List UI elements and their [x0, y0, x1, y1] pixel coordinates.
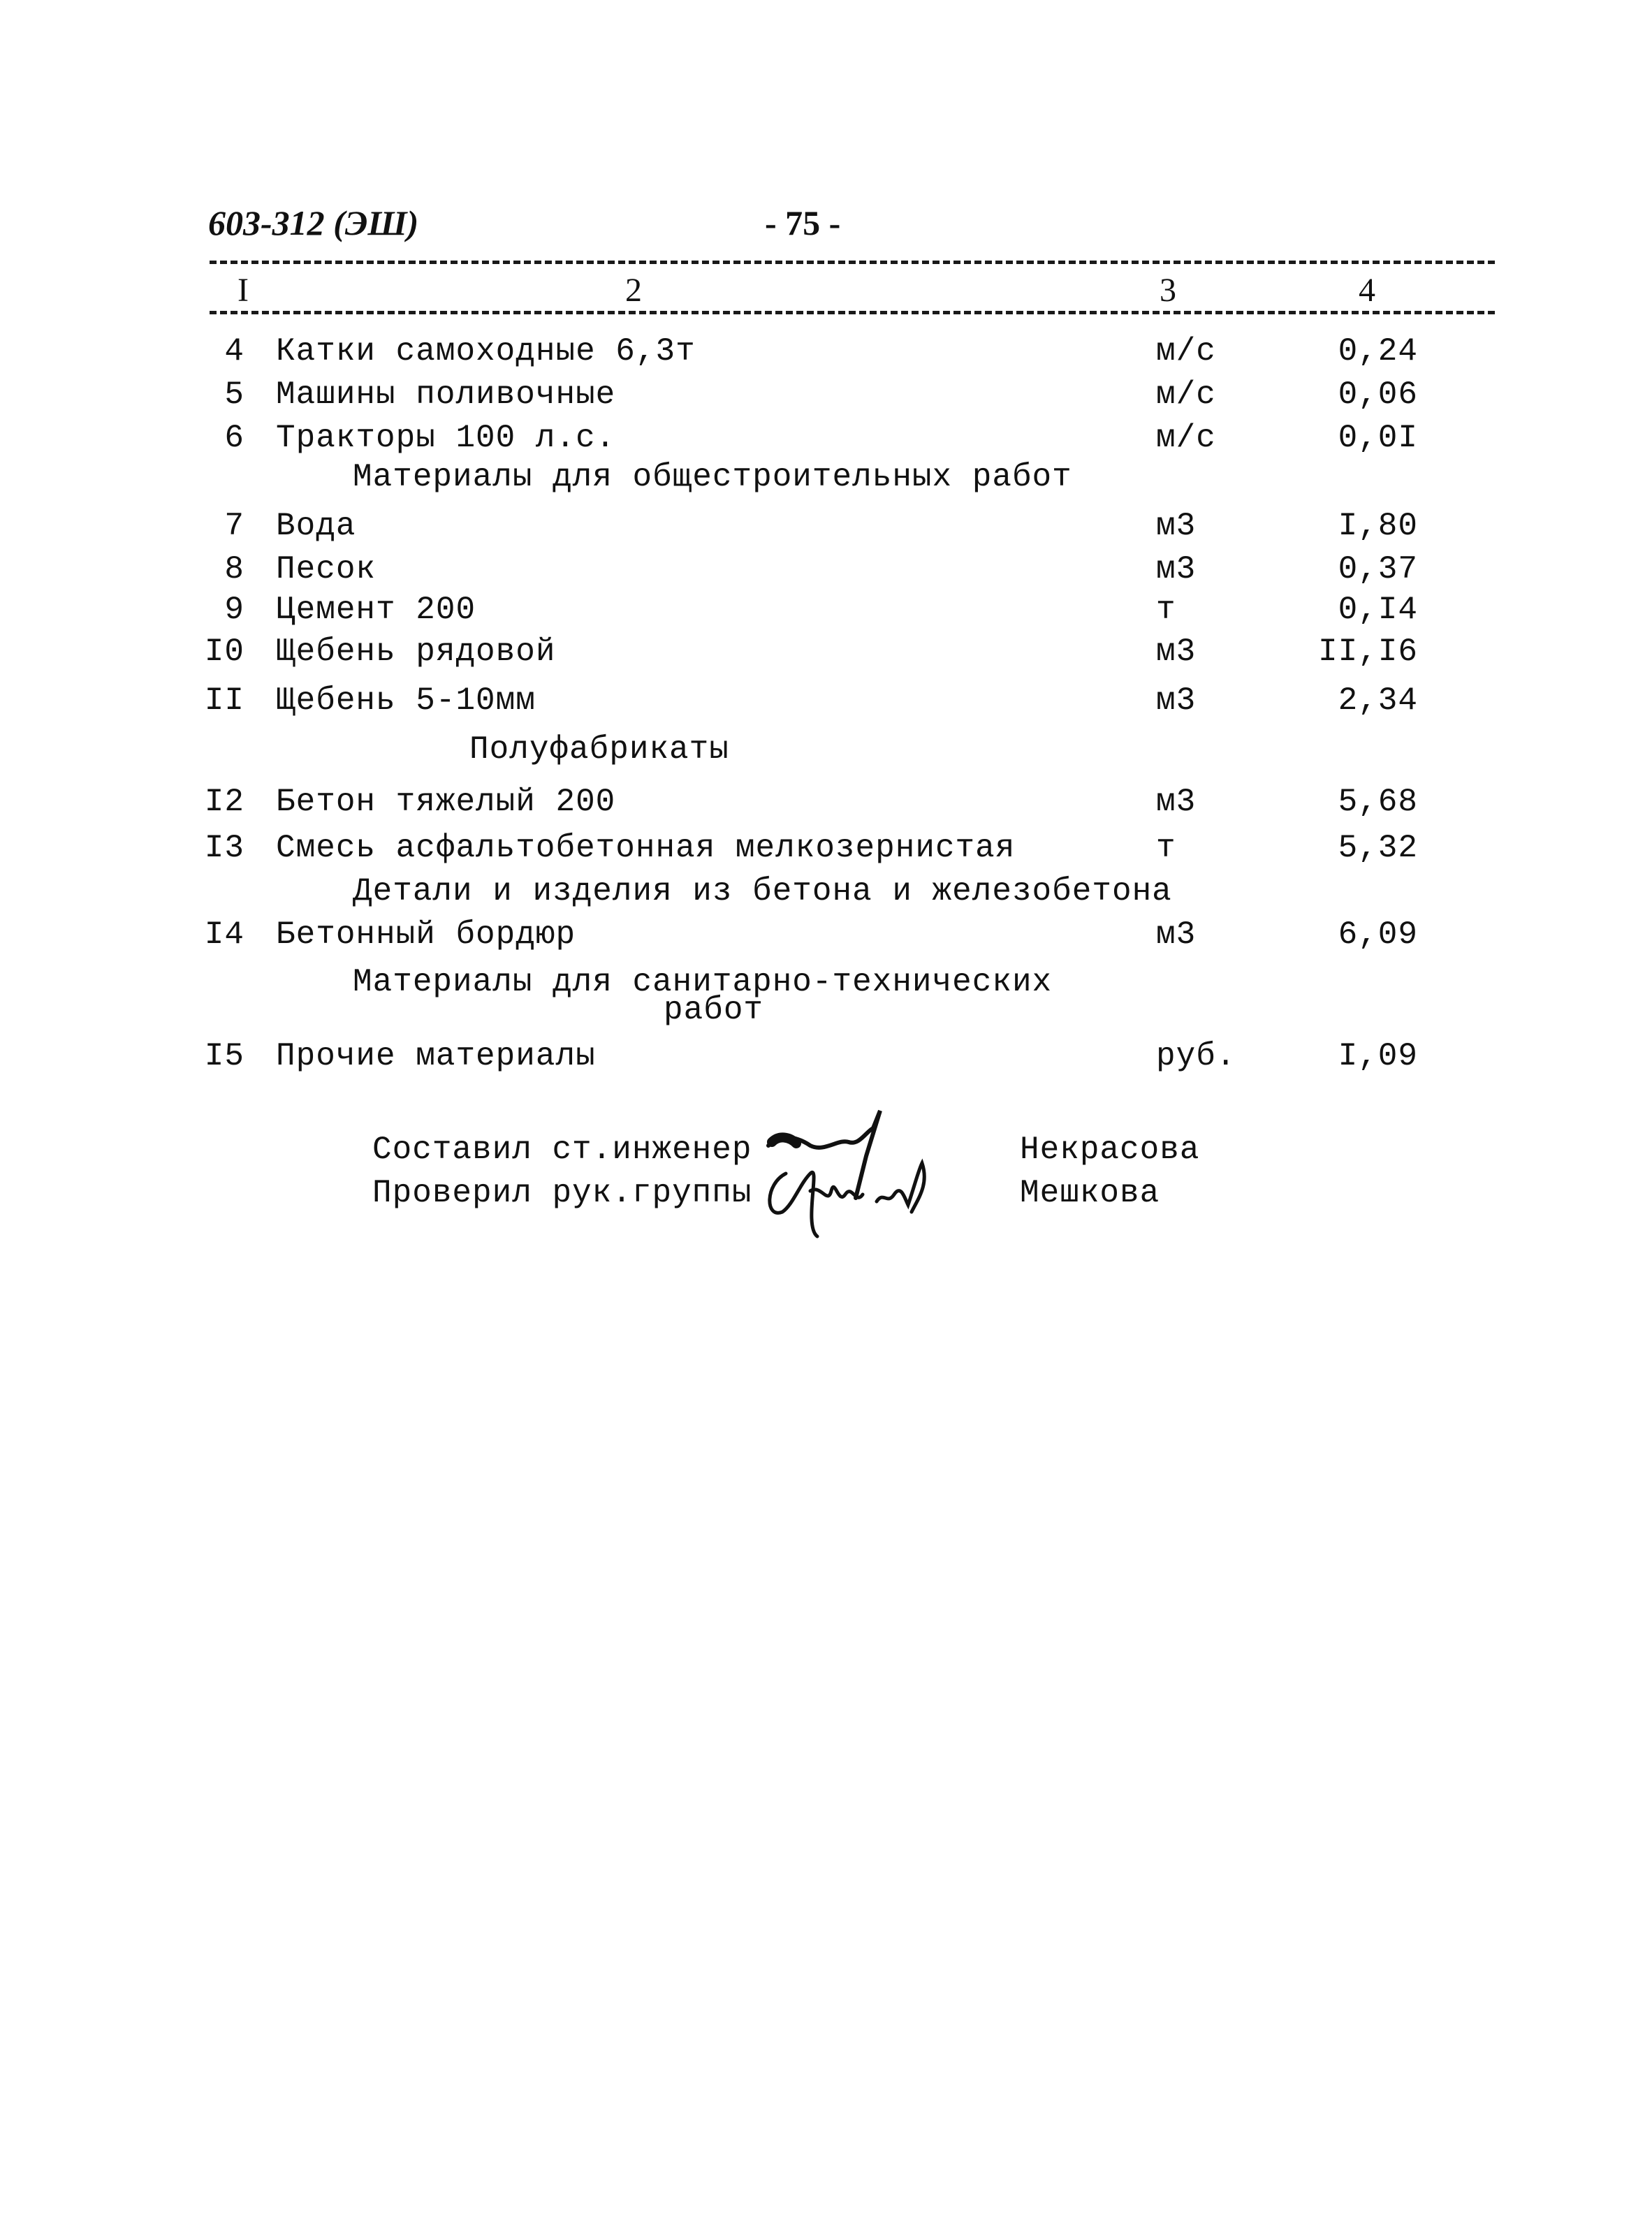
row-name: Бетон тяжелый 200 [276, 784, 616, 820]
row-name: Смесь асфальтобетонная мелкозернистая [276, 830, 1016, 866]
row-number: 9 [224, 592, 244, 628]
row-unit: т [1156, 830, 1176, 866]
row-name: Цемент 200 [276, 592, 476, 628]
row-number: 5 [224, 377, 244, 413]
row-number: I0 [204, 634, 244, 670]
row-name: Прочие материалы [276, 1038, 596, 1074]
compiled-by-label: Составил ст.инженер [372, 1132, 752, 1168]
row-name: Машины поливочные [276, 377, 616, 413]
checked-by-label: Проверил рук.группы [372, 1175, 752, 1211]
row-number: I3 [204, 830, 244, 866]
compiled-by-name: Некрасова [1020, 1132, 1200, 1168]
row-unit: м3 [1156, 634, 1197, 670]
row-name: Катки самоходные 6,3т [276, 333, 696, 370]
row-value: 0,06 [1338, 377, 1418, 413]
row-number: I2 [204, 784, 244, 820]
row-value: 0,37 [1338, 551, 1418, 587]
row-name: Бетонный бордюр [276, 916, 576, 953]
row-unit: м3 [1156, 682, 1197, 719]
row-unit: руб. [1156, 1038, 1236, 1074]
row-value: 5,68 [1338, 784, 1418, 820]
row-number: 7 [224, 508, 244, 544]
section-heading: Материалы для общестроительных работ [353, 459, 1072, 495]
document-code: 603-312 (ЭШ) [208, 203, 419, 242]
row-unit: м/с [1156, 377, 1216, 413]
row-name: Тракторы 100 л.с. [276, 420, 616, 456]
section-heading: Полуфабрикаты [469, 731, 729, 768]
row-name: Щебень рядовой [276, 634, 556, 670]
row-value: II,I6 [1317, 634, 1418, 670]
row-value: 0,I4 [1338, 592, 1418, 628]
column-header-2: 2 [625, 272, 642, 309]
row-number: I5 [204, 1038, 244, 1074]
row-number: 4 [224, 333, 244, 370]
row-number: I4 [204, 916, 244, 953]
section-heading: Материалы для санитарно-технических [353, 964, 1053, 1000]
row-unit: м3 [1156, 508, 1197, 544]
row-unit: м/с [1156, 333, 1216, 370]
column-header-1: I [237, 272, 249, 309]
row-value: I,09 [1338, 1038, 1418, 1074]
row-number: 6 [224, 420, 244, 456]
row-unit: м3 [1156, 551, 1197, 587]
handwritten-signature-icon [761, 1107, 971, 1247]
checked-by-name: Мешкова [1020, 1175, 1160, 1211]
column-header-3: 3 [1160, 272, 1176, 309]
section-heading: Детали и изделия из бетона и железобетона [353, 873, 1172, 909]
row-number: 8 [224, 551, 244, 587]
row-value: 6,09 [1338, 916, 1418, 953]
row-value: 2,34 [1338, 682, 1418, 719]
row-value: I,80 [1338, 508, 1418, 544]
row-number: II [204, 682, 244, 719]
column-header-4: 4 [1359, 272, 1375, 309]
table-top-rule [210, 261, 1495, 264]
row-unit: м/с [1156, 420, 1216, 456]
page-number: - 75 - [765, 203, 841, 242]
row-name: Вода [276, 508, 356, 544]
row-value: 5,32 [1338, 830, 1418, 866]
row-name: Щебень 5-10мм [276, 682, 536, 719]
row-unit: м3 [1156, 916, 1197, 953]
table-header-bottom-rule [210, 311, 1495, 314]
row-name: Песок [276, 551, 377, 587]
row-unit: м3 [1156, 784, 1197, 820]
row-value: 0,0I [1338, 420, 1418, 456]
row-unit: т [1156, 592, 1176, 628]
row-value: 0,24 [1338, 333, 1418, 370]
section-heading-line2: работ [664, 992, 764, 1028]
